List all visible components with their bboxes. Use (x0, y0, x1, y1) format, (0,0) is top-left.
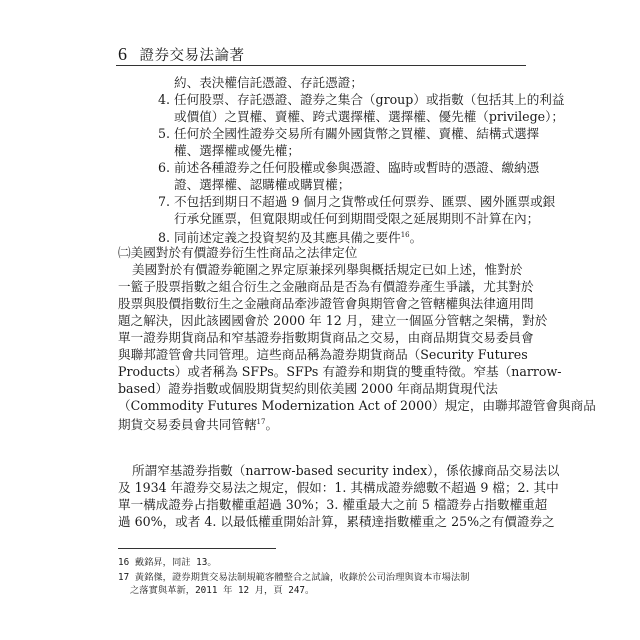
text-line: 股票與股價指數衍生之金融商品牽涉證管會與期管會之管轄權與法律適用問 (118, 296, 534, 311)
text-line: 所謂窄基證券指數（narrow-based security index），係依據商品交易法以 (132, 463, 560, 478)
text-line: 一籃子股票指數之組合衍生之金融商品是否為有價證券產生爭議，尤其對於 (118, 279, 534, 294)
footnote-rule (118, 548, 276, 549)
section-heading: ㈡美國對於有價證券衍生性商品之法律定位 (118, 245, 358, 260)
text-line: 行承兌匯票，但寬限期或任何到期間受限之延展期則不計算在內； (174, 211, 540, 226)
text-line: 或價值）之買權、賣權、跨式選擇權、選擇權、優先權（privilege）； (174, 109, 564, 124)
text-line: 及 1934 年證券交易法之規定，假如：1. 其構成證券總數不超過 9 檔；2. 其中 (118, 480, 559, 495)
text-line: 約、表決權信託憑證、存託憑證； (174, 75, 363, 90)
line-text: 8. 同前述定義之投資契約及其應具備之要件 (158, 230, 401, 246)
line-text: 期貨交易委員會共同管轄 (118, 417, 257, 433)
text-line: 單一證券期貨商品和窄基證券指數期貨商品之交易，由商品期貨交易委員會 (118, 330, 534, 345)
page-header (118, 44, 245, 65)
footnote-ref-17: 17 (256, 418, 266, 426)
text-line: 單一構成證券占指數權重超過 30%；3. 權重最大之前 5 檔證券占指數權重超 (118, 497, 548, 512)
footnote-17: 17 黃銘傑，證券期貨交易法制規範客體整合之試論，收錄於公司治理與資本市場法制 (118, 572, 470, 583)
text-line: 7. 不包括到期日不超過 9 個月之貨幣或任何票券、匯票、國外匯票或銀 (158, 194, 556, 209)
text-line (118, 414, 526, 433)
text-line: 4. 任何股票、存託憑證、證券之集合（group）或指數（包括其上的利益 (158, 92, 565, 107)
line-end-mark: 。 (265, 417, 279, 433)
text-line: 與聯邦證管會共同管理。這些商品稱為證券期貨商品（Security Futures (118, 347, 528, 362)
book-title: 證券交易法論著 (139, 48, 245, 64)
text-line: 美國對於有價證券範圍之界定原兼採列舉與概括規定已如上述，惟對於 (132, 262, 523, 277)
text-line: 權、選擇權或優先權； (174, 143, 300, 158)
text-line: 題之解決，因此該國國會於 2000 年 12 月，建立一個區分管轄之架構，對於 (118, 313, 548, 328)
footnote-17-cont: 之落實與革新，2011 年 12 月，頁 247。 (130, 585, 315, 596)
text-line: 過 60%，或者 4. 以最低權重開始計算，累積達指數權重之 25%之有價證券之 (118, 514, 555, 529)
header-rule (116, 65, 526, 66)
text-line: 5. 任何於全國性證券交易所有關外國貨幣之買權、賣權、結構式選擇 (158, 126, 540, 141)
text-line: 6. 前述各種證券之任何股權或參與憑證、臨時或暫時的憑證、繳納憑 (158, 160, 540, 175)
text-line: based）證券指數或個股期貨契約則依美國 2000 年商品期貨現代法 (118, 381, 498, 396)
footnote-16: 16 戴銘昇，同註 13。 (118, 557, 217, 568)
line-end-mark: 。 (409, 230, 423, 246)
text-line: （Commodity Futures Modernization Act of 2000）規定，由聯邦證管會與商品 (118, 398, 596, 413)
footnote-ref-16: 16 (400, 231, 410, 239)
page-number: 6 (118, 44, 128, 64)
text-line: 證、選擇權、認購權或購買權； (174, 177, 351, 192)
text-line: Products）或者稱為 SFPs。SFPs 有證券和期貨的雙重特徵。窄基（narrow- (118, 364, 562, 379)
